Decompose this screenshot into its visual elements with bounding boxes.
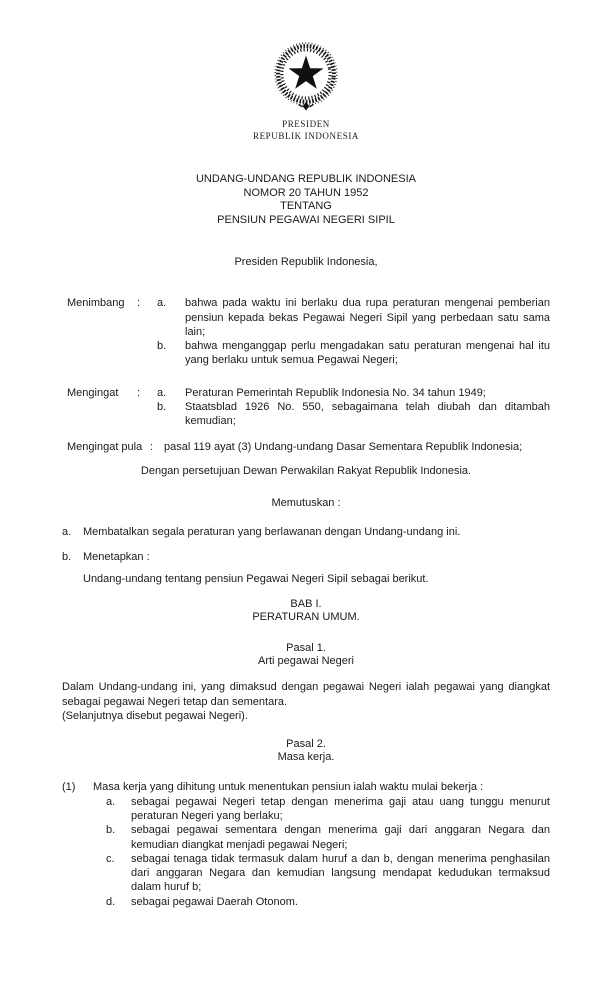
decision-item-a	[62, 525, 550, 539]
list-item	[157, 400, 550, 429]
list-text: sebagai tenaga tidak termasuk dalam huruf a dan b, dengan menerima penghasilan dari anggaran Negara dan kemudian langsung mendapat kedudukan termaksud dalam huruf b;	[131, 852, 550, 894]
list-text: bahwa pada waktu ini berlaku dua rupa peraturan mengenai pemberian pensiun kepada bekas Pegawai Negeri Sipil yang perbedaan satu sama lain;	[185, 297, 550, 338]
preamble-label: Mengingat pula	[67, 440, 143, 453]
pasal-subtitle: Arti pegawai Negeri	[258, 655, 354, 668]
preamble-label: Menimbang	[67, 297, 125, 310]
memutuskan-heading: Memutuskan :	[271, 497, 341, 510]
decision-text: Menetapkan :	[83, 550, 150, 563]
list-text: bahwa menganggap perlu mengadakan satu peraturan mengenai hal itu yang berlaku untuk semua Pegawai Negeri;	[185, 340, 550, 367]
clause-text: Masa kerja yang dihitung untuk menentukan pensiun ialah waktu mulai bekerja :	[93, 781, 484, 794]
list-text: sebagai pegawai sementara dengan menerima gaji dari anggaran Negara dan kemudian diangkat menjadi pegawai Negeri;	[131, 824, 550, 851]
seal-republik-label: REPUBLIK INDONESIA	[252, 131, 360, 141]
list-marker: a.	[157, 297, 167, 310]
presidential-seal-icon	[265, 38, 347, 114]
preamble-content	[157, 296, 550, 367]
preamble-label: Mengingat	[67, 386, 119, 399]
clause-marker: (1)	[62, 781, 76, 794]
list-marker: a.	[62, 525, 72, 538]
pasal1-heading	[62, 642, 550, 668]
paragraph: Dalam Undang-undang ini, yang dimaksud dengan pegawai Negeri ialah pegawai yang diangkat sebagai pegawai Negeri tetap dan sementara.	[62, 681, 550, 708]
preamble-colon: :	[150, 440, 154, 453]
pasal-subtitle: Masa kerja.	[277, 751, 335, 764]
clause-content	[93, 780, 550, 909]
list-text: Staatsblad 1926 No. 550, sebagaimana telah diubah dan ditambah kemudian;	[185, 401, 550, 428]
list-text: sebagai pegawai Daerah Otonom.	[131, 895, 298, 908]
preamble-content	[157, 386, 550, 429]
list-marker: b.	[106, 824, 116, 837]
chapter-heading	[62, 598, 550, 624]
list-item	[106, 823, 550, 852]
seal-caption	[62, 118, 550, 142]
decision-text: Undang-undang tentang pensiun Pegawai Negeri Sipil sebagai berikut.	[83, 573, 429, 586]
list-marker: b.	[157, 340, 167, 353]
pasal2-heading	[62, 738, 550, 764]
list-marker: b.	[62, 550, 72, 563]
list-marker: a.	[157, 386, 167, 399]
list-text: sebagai pegawai Negeri tetap dengan menerima gaji atau uang tunggu menurut peraturan Negeri yang berlaku;	[131, 795, 550, 822]
law-title-line: UNDANG-UNDANG REPUBLIK INDONESIA	[195, 173, 417, 185]
preamble-colon: :	[137, 386, 141, 399]
list-item	[106, 795, 550, 824]
preamble-mengingat	[62, 386, 550, 429]
chapter-title: PERATURAN UMUM.	[252, 611, 360, 624]
list-marker: b.	[157, 401, 167, 414]
clause-1	[62, 780, 550, 909]
chapter-number: BAB I.	[290, 598, 322, 611]
salutation: Presiden Republik Indonesia,	[234, 256, 378, 268]
seal-presiden-label: PRESIDEN	[282, 119, 330, 129]
list-text: Peraturan Pemerintah Republik Indonesia No. 34 tahun 1949;	[185, 386, 486, 399]
list-item	[106, 895, 550, 909]
pasal-number: Pasal 2.	[286, 738, 326, 751]
agreement-line: Dengan persetujuan Dewan Perwakilan Rakyat Republik Indonesia.	[140, 464, 472, 477]
decision-content	[83, 550, 550, 587]
list-marker: d.	[106, 895, 116, 908]
list-item	[157, 386, 550, 400]
list-marker: c.	[106, 852, 115, 865]
list-marker: a.	[106, 795, 116, 808]
seal-ribbon-icon	[299, 102, 314, 109]
decision-text: Membatalkan segala peraturan yang berlawanan dengan Undang-undang ini.	[83, 525, 461, 538]
list-item	[157, 296, 550, 339]
list-item	[157, 339, 550, 368]
seal-block	[62, 38, 550, 142]
paragraph-note: (Selanjutnya disebut pegawai Negeri).	[62, 710, 248, 723]
list-item	[106, 852, 550, 895]
preamble-mengingat-pula	[62, 440, 550, 454]
pasal1-body	[62, 680, 550, 723]
star-icon	[289, 56, 324, 89]
preamble-text: pasal 119 ayat (3) Undang-undang Dasar Sementara Republik Indonesia;	[164, 440, 523, 453]
preamble-menimbang	[62, 296, 550, 367]
decision-item-b	[62, 550, 550, 587]
law-title-line: PENSIUN PEGAWAI NEGERI SIPIL	[217, 213, 395, 226]
law-title-line: TENTANG	[280, 200, 332, 212]
preamble-colon: :	[137, 297, 141, 310]
law-title	[62, 173, 550, 227]
law-title-line: NOMOR 20 TAHUN 1952	[243, 186, 369, 199]
pasal-number: Pasal 1.	[286, 642, 326, 655]
